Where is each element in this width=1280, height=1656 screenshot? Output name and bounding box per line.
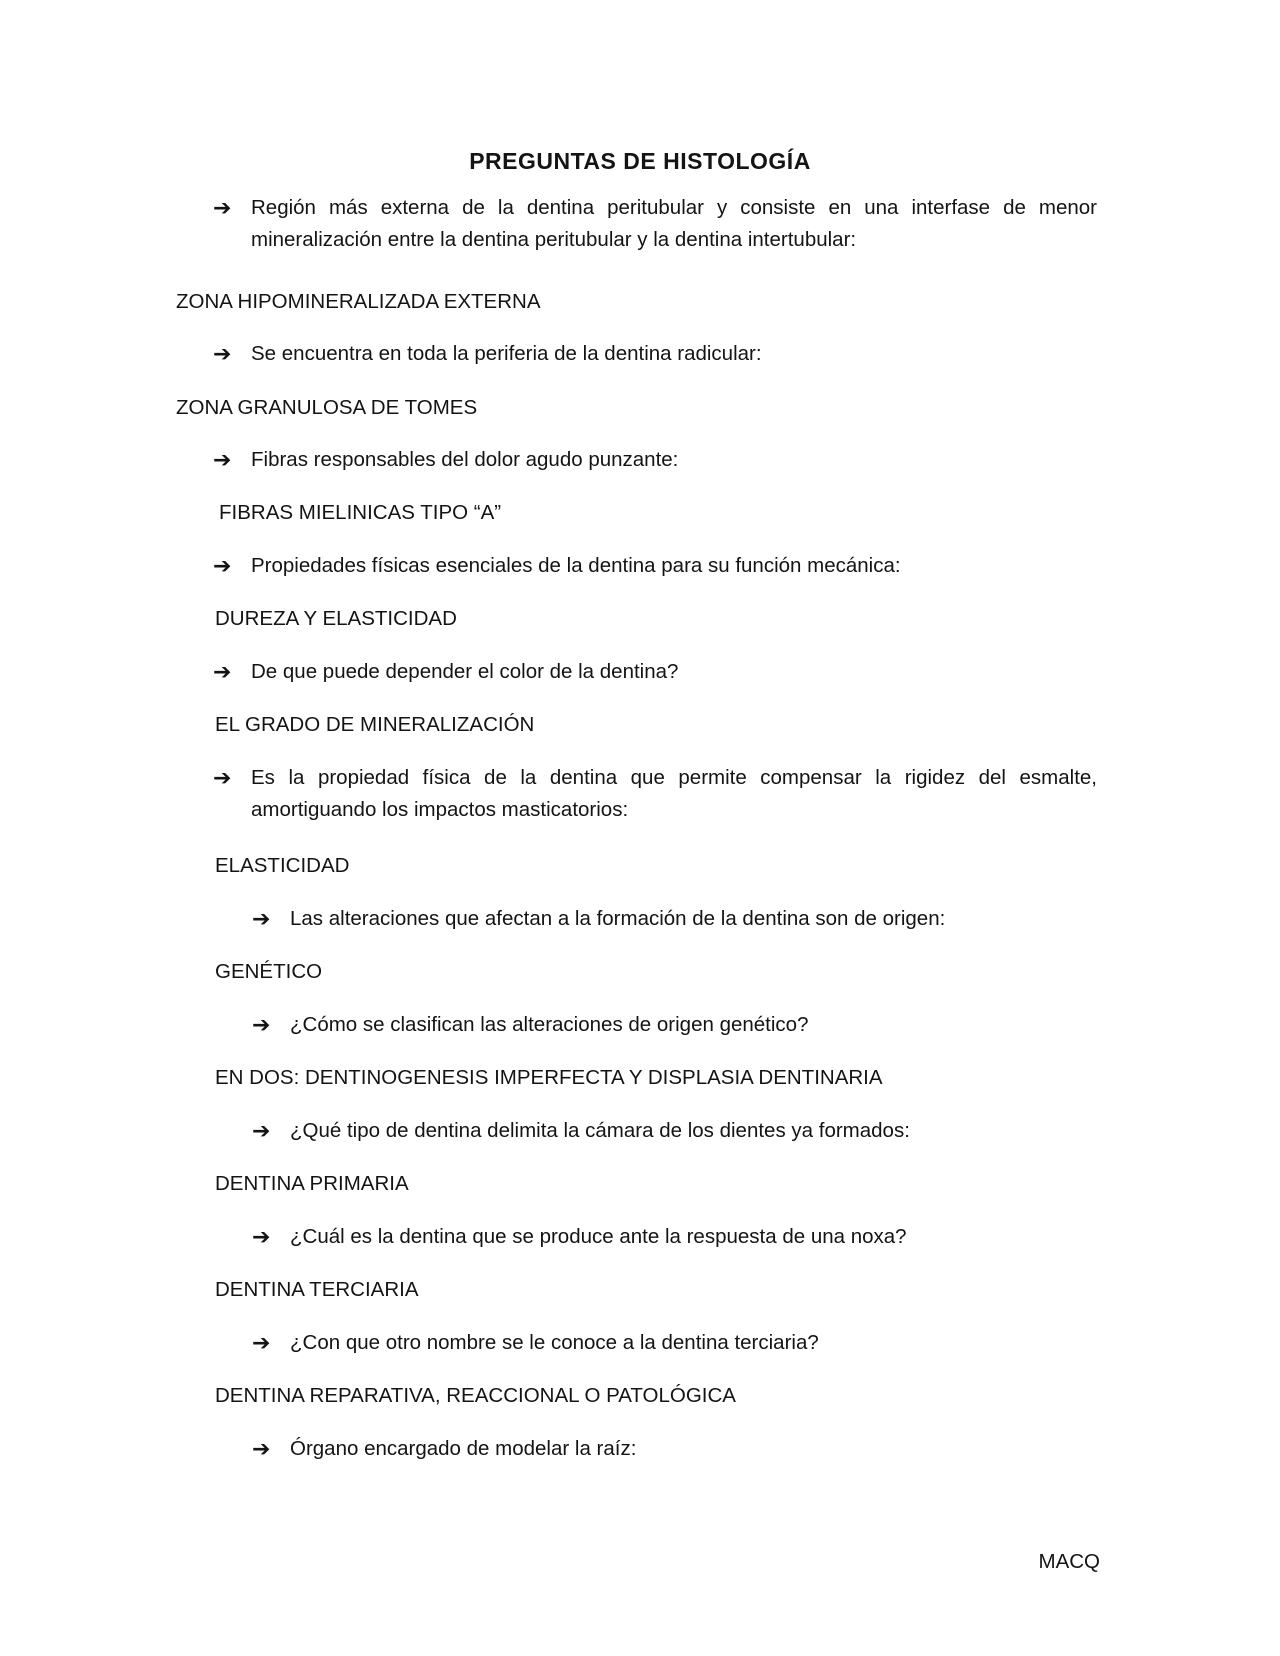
question-5 [213, 656, 1097, 688]
arrow-icon: ➔ [213, 447, 232, 472]
question-12 [252, 1433, 1097, 1465]
question-text: ¿Qué tipo de dentina delimita la cámara de los dientes ya formados: [290, 1119, 910, 1142]
question-text: Propiedades físicas esenciales de la dentina para su función mecánica: [251, 554, 901, 577]
question-text: Se encuentra en toda la periferia de la dentina radicular: [251, 342, 762, 365]
question-7 [252, 903, 1097, 935]
answer-1: ZONA HIPOMINERALIZADA EXTERNA [176, 290, 541, 313]
question-text: ¿Cómo se clasifican las alteraciones de origen genético? [290, 1013, 809, 1036]
answer-10: DENTINA TERCIARIA [215, 1278, 419, 1301]
question-text: ¿Con que otro nombre se le conoce a la dentina terciaria? [290, 1331, 819, 1354]
arrow-icon: ➔ [213, 195, 232, 220]
question-11 [252, 1327, 1097, 1359]
question-3 [213, 444, 1097, 476]
answer-8: EN DOS: DENTINOGENESIS IMPERFECTA Y DISPLASIA DENTINARIA [215, 1066, 883, 1089]
document-title: PREGUNTAS DE HISTOLOGÍA [469, 148, 811, 174]
question-10 [252, 1221, 1097, 1253]
arrow-icon: ➔ [252, 1012, 271, 1037]
arrow-icon: ➔ [252, 1118, 271, 1143]
question-text: De que puede depender el color de la dentina? [251, 660, 679, 683]
arrow-icon: ➔ [213, 553, 232, 578]
answer-3: FIBRAS MIELINICAS TIPO “A” [219, 501, 502, 524]
question-1 [213, 192, 1097, 256]
question-6 [213, 762, 1097, 826]
arrow-icon: ➔ [252, 906, 271, 931]
question-text: Región más externa de la dentina peritubular y consiste en una interfase de menor mineralización entre la dentina peritubular y la dentina intertubular: [251, 196, 1097, 251]
question-4 [213, 550, 1097, 582]
answer-7: GENÉTICO [215, 960, 323, 983]
answer-9: DENTINA PRIMARIA [215, 1172, 409, 1195]
answer-5: EL GRADO DE MINERALIZACIÓN [215, 713, 535, 736]
arrow-icon: ➔ [213, 659, 232, 684]
answer-2: ZONA GRANULOSA DE TOMES [176, 396, 478, 419]
question-text: Las alteraciones que afectan a la formación de la dentina son de origen: [290, 907, 946, 930]
question-text: ¿Cuál es la dentina que se produce ante la respuesta de una noxa? [290, 1225, 907, 1248]
footer-initials: MACQ [1038, 1550, 1100, 1573]
question-text: Fibras responsables del dolor agudo punzante: [251, 448, 679, 471]
question-2 [213, 338, 1097, 370]
question-8 [252, 1009, 1097, 1041]
arrow-icon: ➔ [252, 1436, 271, 1461]
arrow-icon: ➔ [213, 341, 232, 366]
arrow-icon: ➔ [213, 765, 232, 790]
answer-11: DENTINA REPARATIVA, REACCIONAL O PATOLÓGICA [215, 1384, 736, 1407]
arrow-icon: ➔ [252, 1224, 271, 1249]
question-text: Órgano encargado de modelar la raíz: [290, 1437, 637, 1460]
question-9 [252, 1115, 1097, 1147]
answer-6: ELASTICIDAD [215, 854, 350, 877]
question-text: Es la propiedad física de la dentina que permite compensar la rigidez del esmalte, amortiguando los impactos masticatorios: [251, 766, 1097, 821]
answer-4: DUREZA Y ELASTICIDAD [215, 607, 457, 630]
arrow-icon: ➔ [252, 1330, 271, 1355]
